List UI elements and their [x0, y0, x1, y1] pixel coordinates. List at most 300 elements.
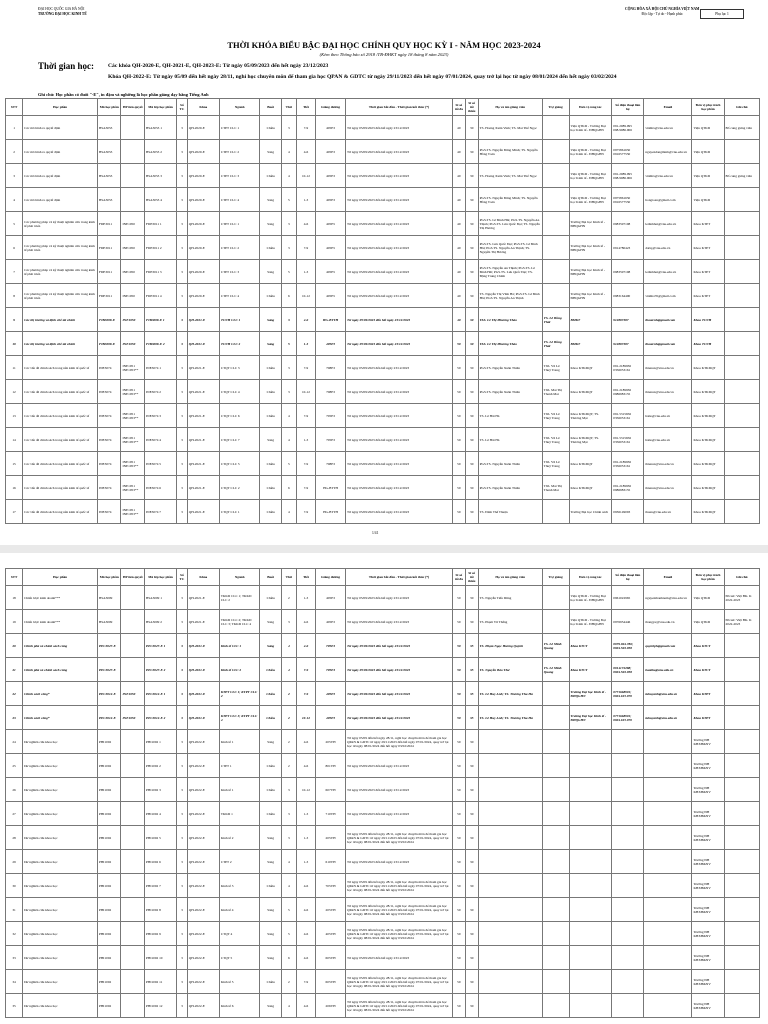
cell-gd: 405VH	[316, 922, 346, 946]
cell-ssmin: 30	[465, 428, 478, 452]
column-header: Họ và tên giảng viên	[478, 99, 542, 116]
cell-hp: Chiến lược kinh doanh***	[23, 586, 98, 610]
cell-ma: INE3074	[97, 476, 121, 500]
cell-sdt: 0983164400	[612, 284, 644, 308]
cell-stt: 3	[6, 164, 23, 188]
column-header: Mã lớp học phần	[145, 99, 177, 116]
cell-ma: PHI1002	[97, 826, 121, 850]
cell-khoa: QH-2022-E	[187, 994, 219, 1018]
column-header: Sĩ số tối thiểu	[465, 569, 478, 586]
cell-ghichu	[724, 476, 759, 500]
cell-ghichu	[724, 284, 759, 308]
cell-tq	[121, 898, 145, 922]
cell-ghichu	[724, 994, 759, 1018]
cell-tg: Từ ngày 05/09/2023 đến hết ngày 23/12/2023	[346, 116, 453, 140]
cell-tiet: 4-6	[296, 634, 315, 658]
cell-khoa: QH-2022-E	[187, 802, 219, 826]
cell-thu: 5	[281, 898, 296, 922]
cell-tro	[542, 610, 569, 634]
cell-email: ledinhhai@vnu.edu.vn	[644, 212, 692, 236]
cell-ma: PHI1002	[97, 802, 121, 826]
cell-dv: Khoa KTKDQT	[569, 356, 612, 380]
cell-email: thienux@vnu.edu.vn	[644, 380, 692, 404]
cell-nganh: CTPT CLC 3	[219, 164, 260, 188]
cell-thu: 4	[281, 994, 296, 1018]
cell-sdt: 0771668901; 0904.615.970	[612, 682, 644, 706]
cell-lop: BSA3053 1	[145, 116, 177, 140]
national-line-2: Độc lập - Tự do - Hạnh phúc	[641, 12, 683, 16]
cell-nganh: CTPT CLC 1	[219, 212, 260, 236]
cell-sdt: 0936149093	[612, 500, 644, 524]
cell-tg: Từ ngày 05/09/2023 đến hết ngày 23/12/2023	[346, 706, 453, 730]
cell-ssmin: 30	[465, 802, 478, 826]
cell-tc: 3	[177, 946, 188, 970]
cell-buoi: Sáng	[260, 610, 281, 634]
cell-stt: 18	[6, 586, 23, 610]
column-header: Học phần	[23, 99, 98, 116]
cell-tro: ThS. Vũ Lê Thuý Trang	[542, 452, 569, 476]
cell-buoi: Chiều	[260, 164, 281, 188]
column-header: HP tiên quyết	[121, 569, 145, 586]
cell-hp: Dư nghiên cứu khoa học	[23, 898, 98, 922]
column-header: Số điện thoại liên hệ	[612, 569, 644, 586]
cell-nganh: CTQT CLC 1	[219, 500, 260, 524]
cell-hp: Dư nghiên cứu khoa học	[23, 778, 98, 802]
cell-pt: Khoa KTPT	[692, 236, 724, 260]
cell-nganh: CTPT CLC 2	[219, 236, 260, 260]
cell-thu: 2	[281, 970, 296, 994]
cell-ssmax: 50	[452, 778, 465, 802]
cell-dv	[569, 946, 612, 970]
cell-pt: Viện QTKD	[692, 164, 724, 188]
cell-tq	[121, 970, 145, 994]
cell-lop: PHI1002 10	[145, 946, 177, 970]
cell-khoa: QH-2020-E	[187, 164, 219, 188]
cell-khoa: QH-2021-E	[187, 634, 219, 658]
cell-tq	[121, 116, 145, 140]
cell-dv: Viện QTKD - Trường Đại học Kinh tế - ĐHQGHN	[569, 610, 612, 634]
cell-tiet: 7-9	[296, 452, 315, 476]
cell-stt: 14	[6, 428, 23, 452]
cell-buoi: Chiều	[260, 802, 281, 826]
cell-buoi: Chiều	[260, 682, 281, 706]
cell-sdt: 0914780423	[612, 236, 644, 260]
cell-lop: INE3074 1	[145, 356, 177, 380]
cell-email	[644, 994, 692, 1018]
cell-pt: Trường ĐH KHXH&NV	[692, 994, 724, 1018]
cell-ma: INE3074	[97, 500, 121, 524]
cell-dv: Khoa KTCT	[569, 634, 612, 658]
cell-ssmin: 30	[465, 356, 478, 380]
cell-stt: 26	[6, 778, 23, 802]
cell-tc: 3	[177, 754, 188, 778]
cell-email: vinhha76@gmail.com	[644, 284, 692, 308]
cell-ssmax: 50	[452, 874, 465, 898]
cell-sdt	[612, 922, 644, 946]
cell-khoa: QH-2021-E	[187, 404, 219, 428]
table-row	[6, 898, 760, 922]
cell-khoa: QH-2021-E	[187, 476, 219, 500]
cell-buoi: Chiều	[260, 452, 281, 476]
cell-gv	[478, 898, 542, 922]
cell-ssmax: 40	[452, 212, 465, 236]
cell-ssmin: 35	[465, 682, 478, 706]
cell-ssmax: 50	[452, 658, 465, 682]
cell-nganh: CTPT CLC 1	[219, 116, 260, 140]
cell-khoa: QH-2022-E	[187, 754, 219, 778]
cell-tiet: 4-6	[296, 730, 315, 754]
cell-lop: PHI1002 4	[145, 802, 177, 826]
cell-ghichu	[724, 874, 759, 898]
cell-gv: TS. Lê Hải Hà	[478, 428, 542, 452]
cell-khoa: QH-2022-E	[187, 898, 219, 922]
cell-tro	[542, 874, 569, 898]
cell-stt: 31	[6, 898, 23, 922]
cell-tiet: 1-3	[296, 428, 315, 452]
cell-email: vinhhx@vnu.edu.vn	[644, 116, 692, 140]
cell-email	[644, 898, 692, 922]
cell-thu: 3	[281, 380, 296, 404]
cell-buoi: Sáng	[260, 188, 281, 212]
cell-ssmin: 30	[465, 994, 478, 1018]
cell-ma: BSA3053	[97, 188, 121, 212]
cell-thu: 3	[281, 236, 296, 260]
table-row	[6, 356, 760, 380]
cell-ssmax: 50	[452, 500, 465, 524]
column-header: Giảng đường	[316, 569, 346, 586]
cell-tc: 3	[177, 380, 188, 404]
cell-dv	[569, 874, 612, 898]
cell-tq	[121, 140, 145, 164]
cell-lop: INE3074 3	[145, 404, 177, 428]
cell-khoa: QH-2021-E	[187, 586, 219, 610]
cell-nganh: TKKD 1	[219, 802, 260, 826]
cell-tc: 3	[177, 994, 188, 1018]
cell-pt: Khoa KTCT	[692, 634, 724, 658]
cell-khoa: QH-2021-E	[187, 452, 219, 476]
cell-sdt	[612, 874, 644, 898]
cell-sdt: 091.2189936 0986983155	[612, 476, 644, 500]
cell-sdt	[612, 994, 644, 1018]
cell-khoa: QH-2021-E	[187, 332, 219, 356]
cell-nganh: Kinh tế 3	[219, 874, 260, 898]
column-header: Mã học phần	[97, 99, 121, 116]
cell-tiet: 1-3	[296, 188, 315, 212]
column-header: Sĩ số tối đa	[452, 99, 465, 116]
cell-tq: INE1050	[121, 284, 145, 308]
cell-hp: Các vấn đề chính sách trong nền kinh tế quốc tế	[23, 380, 98, 404]
cell-ghichu	[724, 826, 759, 850]
cell-email	[644, 946, 692, 970]
cell-hp: Các vấn đề chính sách trong nền kinh tế quốc tế	[23, 476, 98, 500]
column-header: Họ và tên giảng viên	[478, 569, 542, 586]
cell-email: thienux@vnu.edu.vn	[644, 476, 692, 500]
cell-thu: 4	[281, 634, 296, 658]
cell-thu: 2	[281, 682, 296, 706]
table-row	[6, 754, 760, 778]
cell-stt: 32	[6, 922, 23, 946]
cell-hp: Dư nghiên cứu khoa học	[23, 946, 98, 970]
cell-thu: 5	[281, 188, 296, 212]
cell-hp: Chính phủ và chính sách công	[23, 634, 98, 658]
cell-tc: 3	[177, 308, 188, 332]
cell-tc: 3	[177, 898, 188, 922]
cell-pt: Trường ĐH KHXH&NV	[692, 874, 724, 898]
cell-ghichu	[724, 260, 759, 284]
cell-tc: 3	[177, 682, 188, 706]
cell-dv: Khoa KTKDQT; TS. Thương Mại	[569, 404, 612, 428]
cell-thu: 6	[281, 476, 296, 500]
cell-sdt: 091.5315656 0356053161	[612, 404, 644, 428]
cell-email: thaotcnh@gmail.com	[644, 332, 692, 356]
cell-stt: 11	[6, 356, 23, 380]
page-number: 1/41	[372, 531, 379, 535]
column-header: Khóa	[187, 99, 219, 116]
cell-khoa: QH-2021-E	[187, 380, 219, 404]
cell-khoa: QH-2021-E	[187, 308, 219, 332]
cell-tc: 3	[177, 658, 188, 682]
cell-ssmax: 50	[452, 610, 465, 634]
cell-tg: Từ ngày 05/09/2023 đến hết ngày 23/12/2023	[346, 260, 453, 284]
cell-thu: 4	[281, 850, 296, 874]
cell-sdt: 091.2189936 0356053161	[612, 452, 644, 476]
cell-nganh: CTPT CLC 2	[219, 140, 260, 164]
cell-gv	[478, 994, 542, 1018]
cell-khoa: QH-2021-E	[187, 706, 219, 730]
cell-pt: Viện QTKD	[692, 586, 724, 610]
cell-gv	[478, 730, 542, 754]
cell-tg: Từ ngày 05/09/2023 đến hết ngày 23/12/2023	[346, 610, 453, 634]
cell-ssmax: 50	[452, 898, 465, 922]
cell-tg: Từ ngày 05/09/2023 đến hết ngày 23/12/2023	[346, 356, 453, 380]
cell-lop: INE3074 4	[145, 428, 177, 452]
cell-thu: 5	[281, 452, 296, 476]
column-header: Sĩ số tối đa	[452, 569, 465, 586]
cell-tq: INE1050	[121, 332, 145, 356]
cell-nganh: Kinh tế CLC 2	[219, 658, 260, 682]
cell-thu: 3	[281, 778, 296, 802]
table-row	[6, 850, 760, 874]
column-header: Ghi chú	[724, 99, 759, 116]
column-header: Sĩ số tối thiểu	[465, 99, 478, 116]
cell-stt: 12	[6, 380, 23, 404]
cell-email	[644, 850, 692, 874]
column-header: Mã học phần	[97, 569, 121, 586]
cell-ghichu	[724, 946, 759, 970]
cell-tg: Từ ngày 05/09/2023 đến hết ngày 23/12/2023	[346, 212, 453, 236]
cell-thu: 3	[281, 308, 296, 332]
column-header: Email	[644, 99, 692, 116]
cell-ssmax: 50	[452, 452, 465, 476]
cell-buoi: Chiều	[260, 356, 281, 380]
cell-ssmax: 50	[452, 970, 465, 994]
cell-tc: 3	[177, 116, 188, 140]
cell-lop: INE3074 5	[145, 452, 177, 476]
cell-sdt: 0975861650 0916577550	[612, 140, 644, 164]
cell-tg: Từ ngày 05/09/2023 đến hết ngày 23/12/2023	[346, 188, 453, 212]
cell-tq	[121, 754, 145, 778]
table-row	[6, 212, 760, 236]
cell-gv: PGS.TS. Nguyễn Xuân Thiên	[478, 356, 542, 380]
cell-tq: INE1050	[121, 682, 145, 706]
cell-ssmax: 40	[452, 260, 465, 284]
cell-ma: INE3074	[97, 380, 121, 404]
cell-thu: 3	[281, 116, 296, 140]
cell-sdt: 0983597108	[612, 212, 644, 236]
cell-ma: PHI1002	[97, 994, 121, 1018]
cell-buoi: Sáng	[260, 994, 281, 1018]
cell-ssmin: 30	[465, 260, 478, 284]
cell-gd: 708E3	[316, 356, 346, 380]
cell-tg: Từ ngày 05/09/2023 đến hết ngày 23/12/2023	[346, 586, 453, 610]
cell-gv: PGS.TS. Lê Đình Hải; PGS.TS. Nguyễn An Thịnh; PGS.TS. Lưu Quốc Đạt; TS. Nguyễn Thị Hương	[478, 212, 542, 236]
cell-buoi: Chiều	[260, 706, 281, 730]
cell-ma: BSA3053	[97, 140, 121, 164]
cell-tiet: 7-9	[296, 356, 315, 380]
cell-tc: 3	[177, 188, 188, 212]
cell-tq	[121, 188, 145, 212]
cell-ssmax: 50	[452, 404, 465, 428]
cell-gd: 801VH	[316, 754, 346, 778]
cell-thu: 3	[281, 802, 296, 826]
note-text: Ghi chú: Học phần có đuôi "-E", in đậm và nghiêng là học phần giảng dạy bằng Tiếng Anh	[38, 92, 209, 97]
cell-tiet: 4-6	[296, 994, 315, 1018]
cell-nganh: TCNH CLC 2	[219, 332, 260, 356]
cell-tg: Từ ngày 05/09/2023 đến hết ngày 23/12/2023	[346, 404, 453, 428]
cell-ssmax: 50	[452, 994, 465, 1018]
cell-hp: Chính sách công*	[23, 706, 98, 730]
cell-thu: 2	[281, 754, 296, 778]
cell-lop: INE3074 6	[145, 476, 177, 500]
cell-thu: 4	[281, 658, 296, 682]
cell-hp: Các mô hình ra quyết định	[23, 188, 98, 212]
cell-lop: PEC3027-E 2	[145, 658, 177, 682]
cell-gv: PGS.TS. Nguyễn Xuân Thiên	[478, 476, 542, 500]
cell-sdt	[612, 802, 644, 826]
cell-hp: Dư nghiên cứu khoa học	[23, 922, 98, 946]
cell-ma: PHI1002	[97, 730, 121, 754]
cell-tro: TS. Lê Minh Quang	[542, 658, 569, 682]
cell-ma: PHI1002	[97, 778, 121, 802]
cell-gv: PGS.TS. Nguyễn Đăng Minh; TS. Nguyễn Hồng Toàn	[478, 140, 542, 164]
cell-tro	[542, 802, 569, 826]
cell-tiet: 1-3	[296, 586, 315, 610]
cell-tro	[542, 682, 569, 706]
cell-ghichu	[724, 706, 759, 730]
cell-stt: 24	[6, 730, 23, 754]
cell-nganh: Kinh tế CLC 1	[219, 634, 260, 658]
table-row	[6, 476, 760, 500]
cell-ma: BSA3009	[97, 610, 121, 634]
cell-gd: 405E5	[316, 332, 346, 356]
cell-stt: 6	[6, 236, 23, 260]
cell-gv	[478, 970, 542, 994]
cell-tro: TS. Lê Minh Quang	[542, 634, 569, 658]
cell-tq: INE1051 INE1053**	[121, 452, 145, 476]
cell-stt: 5	[6, 212, 23, 236]
cell-tq	[121, 634, 145, 658]
cell-gd: 405E5	[316, 706, 346, 730]
cell-ma: BSA3053	[97, 116, 121, 140]
cell-email: ledinhhai@vnu.edu.vn	[644, 260, 692, 284]
cell-tro	[542, 730, 569, 754]
cell-pt: Trường ĐH KHXH&NV	[692, 946, 724, 970]
cell-tq	[121, 658, 145, 682]
table-row	[6, 682, 760, 706]
cell-stt: 35	[6, 994, 23, 1018]
cell-tro	[542, 898, 569, 922]
cell-buoi: Chiều	[260, 586, 281, 610]
cell-gv: TS. Lê Hải Hà	[478, 404, 542, 428]
cell-tg: Từ ngày 05/09/2023 đến hết ngày 23/12/2023	[346, 284, 453, 308]
cell-tc: 3	[177, 428, 188, 452]
cell-gd: HG-BTTH	[316, 308, 346, 332]
cell-ghichu	[724, 236, 759, 260]
column-header: Thứ	[281, 99, 296, 116]
cell-gd: 405E5	[316, 284, 346, 308]
cell-ssmax: 50	[452, 380, 465, 404]
cell-tiet: 1-3	[296, 260, 315, 284]
column-header: HP tiên quyết	[121, 99, 145, 116]
cell-tq	[121, 994, 145, 1018]
cell-tro	[542, 994, 569, 1018]
cell-ssmin: 30	[465, 730, 478, 754]
cell-tiet: 1-3	[296, 850, 315, 874]
cell-thu: 3	[281, 212, 296, 236]
cell-sdt: 912887387	[612, 308, 644, 332]
cell-tro: TS. Lê Hồng Thái	[542, 308, 569, 332]
cell-tiet: 4-6	[296, 754, 315, 778]
cell-tg: Từ ngày 05/09/2023 đến hết ngày 23/12/2023	[346, 332, 453, 356]
cell-ssmin: 30	[465, 850, 478, 874]
cell-khoa: QH-2020-E	[187, 284, 219, 308]
cell-gv: TS. Đinh Thế Thuận	[478, 500, 542, 524]
cell-khoa: QH-2022-E	[187, 970, 219, 994]
cell-tg: Từ ngày 05/09/2023 đến hết ngày 23/12/2023	[346, 658, 453, 682]
cell-gd: 705E3	[316, 428, 346, 452]
cell-hp: Dư nghiên cứu khoa học	[23, 754, 98, 778]
cell-thu: 4	[281, 404, 296, 428]
cell-dv: Trường Đại học Kinh tế - ĐHQGHN	[569, 284, 612, 308]
column-header: Buổi	[260, 99, 281, 116]
cell-ssmax: 40	[452, 164, 465, 188]
cell-email: thuan@vnu.edu.vn	[644, 500, 692, 524]
cell-pt: Trường ĐH KHXH&NV	[692, 850, 724, 874]
cell-ghichu	[724, 658, 759, 682]
cell-tq: INE1050	[121, 308, 145, 332]
cell-tiet: 7-9	[296, 116, 315, 140]
cell-ssmax: 50	[452, 754, 465, 778]
cell-gd: 405E3	[316, 586, 346, 610]
cell-lop: PHI1002 2	[145, 754, 177, 778]
cell-buoi: Chiều	[260, 778, 281, 802]
cell-ghichu	[724, 898, 759, 922]
cell-hp: Các thị trường và định chế tài chính	[23, 332, 98, 356]
cell-tc: 3	[177, 164, 188, 188]
cell-tiet: 7-9	[296, 404, 315, 428]
cell-tg: Từ ngày 05/09/2023 đến hết ngày 23/12/2023	[346, 682, 453, 706]
header-row	[6, 569, 760, 586]
cell-tro: ThS. Vũ Lê Thuý Trang	[542, 428, 569, 452]
cell-lop: PHI1002 11	[145, 970, 177, 994]
cell-tro	[542, 754, 569, 778]
cell-email	[644, 922, 692, 946]
table-row	[6, 610, 760, 634]
cell-ssmin: 30	[465, 970, 478, 994]
cell-stt: 21	[6, 658, 23, 682]
cell-ssmin: 30	[465, 586, 478, 610]
cell-ghichu: Đã xét: Việt BK. K 2022-2023	[724, 586, 759, 610]
